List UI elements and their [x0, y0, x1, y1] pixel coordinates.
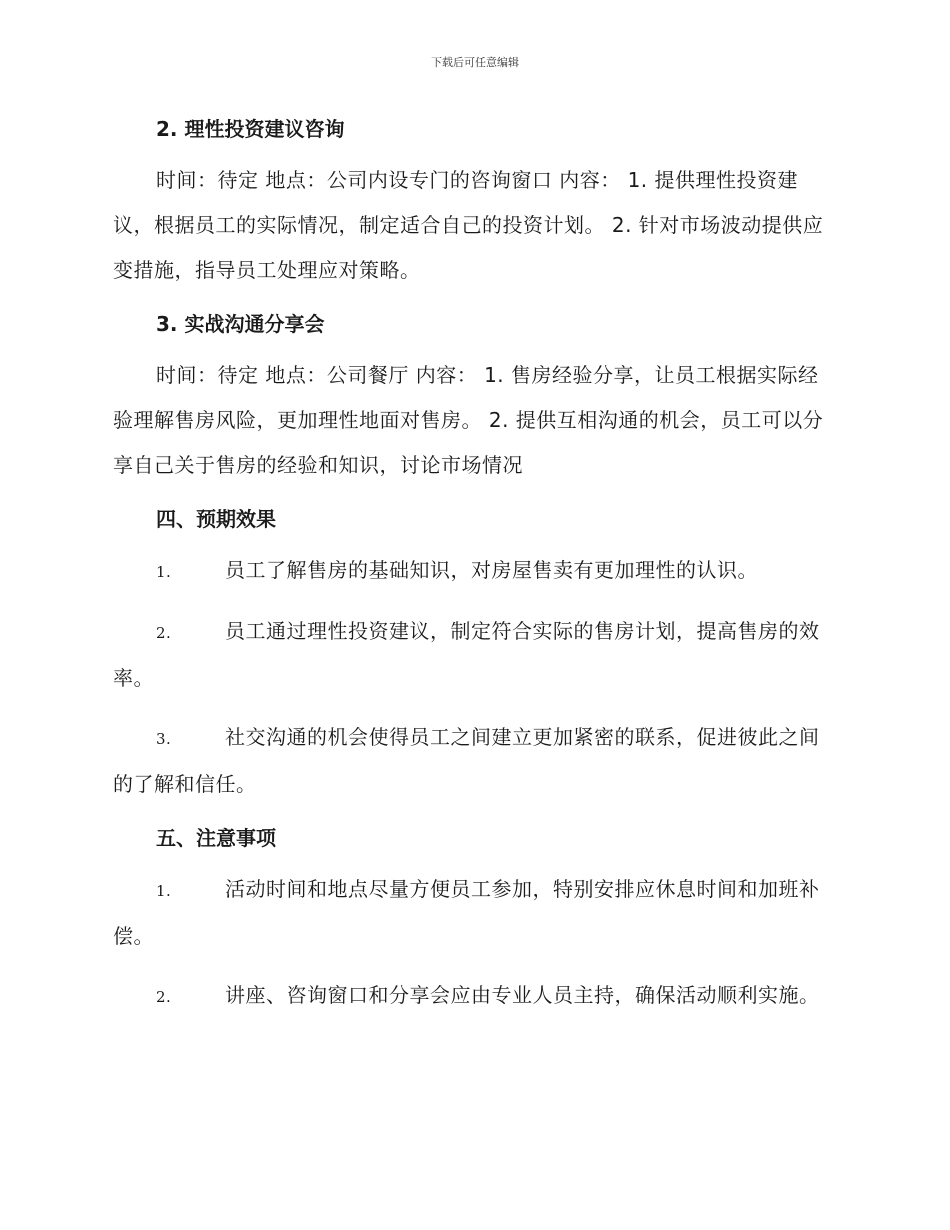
- section-paragraph: 时间：待定 地点：公司内设专门的咨询窗口 内容： 1. 提供理性投资建议，根据员工的实际情况，制定适合自己的投资计划。 2. 针对市场波动提供应变措施，指导员工处理应对策略。: [113, 168, 824, 282]
- list-number: 2.: [156, 988, 172, 1006]
- section-heading: 3. 实战沟通分享会: [156, 312, 325, 336]
- section-heading: 五、注意事项: [156, 826, 276, 850]
- list-item: [113, 609, 838, 701]
- list-number: 1.: [156, 563, 172, 581]
- list-item: [113, 548, 838, 595]
- list-number: 2.: [156, 624, 172, 642]
- list-number: 1.: [156, 882, 172, 900]
- list-number: 3.: [156, 730, 172, 748]
- list-text: 社交沟通的机会使得员工之间建立更加紧密的联系，促进彼此之间的了解和信任。: [113, 725, 820, 796]
- section-paragraph: 时间：待定 地点：公司餐厅 内容： 1. 售房经验分享，让员工根据实际经验理解售房风险，更加理性地面对售房。 2. 提供互相沟通的机会，员工可以分享自己关于售房的经验和知识，讨论市场情况: [113, 363, 824, 477]
- list-text: 讲座、咨询窗口和分享会应由专业人员主持，确保活动顺利实施。: [225, 983, 820, 1007]
- section-heading: 2. 理性投资建议咨询: [156, 117, 345, 141]
- document-body: [113, 112, 838, 1020]
- page-header: 下载后可任意编辑: [431, 56, 519, 69]
- list-text: 员工通过理性投资建议，制定符合实际的售房计划，提高售房的效率。: [113, 619, 820, 690]
- list-text: 活动时间和地点尽量方便员工参加，特别安排应休息时间和加班补偿。: [113, 877, 820, 948]
- list-text: 员工了解售房的基础知识，对房屋售卖有更加理性的认识。: [225, 558, 758, 582]
- section-heading: 四、预期效果: [156, 507, 276, 531]
- list-item: [113, 867, 838, 959]
- list-item: [113, 973, 838, 1020]
- list-item: [113, 715, 838, 807]
